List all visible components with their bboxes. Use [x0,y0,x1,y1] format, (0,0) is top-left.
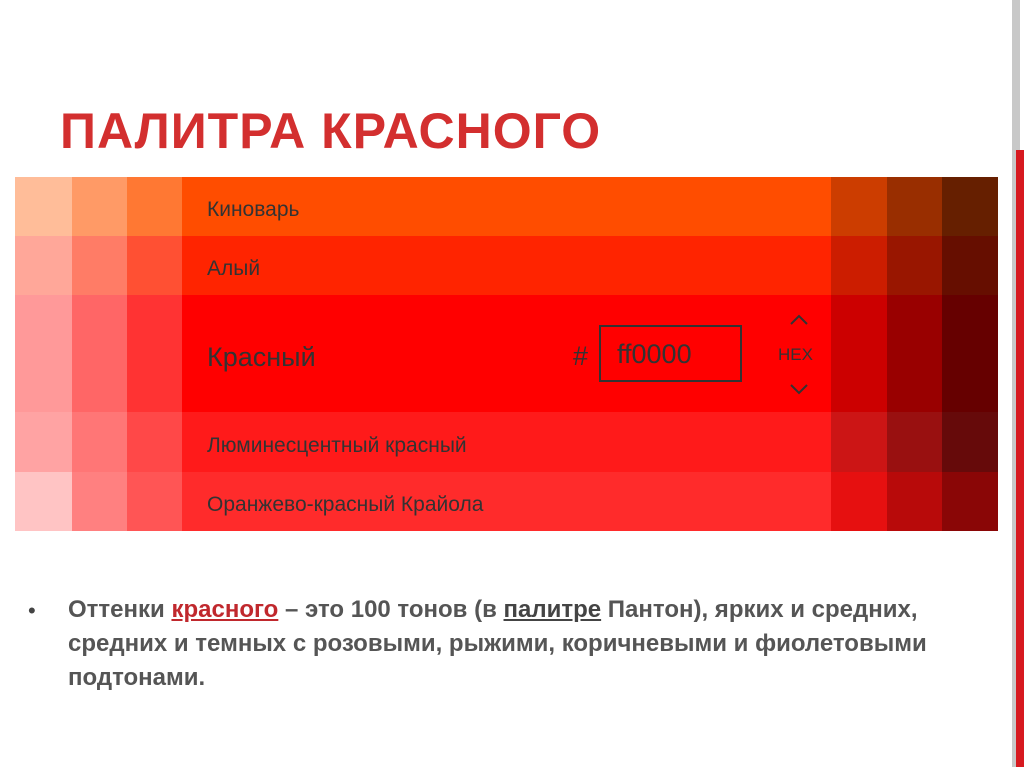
shade-swatch[interactable] [887,472,942,531]
tint-swatch[interactable] [127,472,182,531]
color-name-label: Алый [207,257,261,280]
shade-swatch[interactable] [831,177,887,236]
bullet-marker: • [28,598,36,623]
tint-swatch[interactable] [72,472,127,531]
tint-swatch[interactable] [15,236,72,295]
tint-swatch[interactable] [15,472,72,531]
tint-swatch[interactable] [72,236,127,295]
hex-value: ff0000 [617,339,692,369]
tint-swatch[interactable] [127,236,182,295]
shade-swatch[interactable] [942,236,998,295]
tint-swatch[interactable] [127,295,182,412]
shade-swatch[interactable] [831,236,887,295]
chevron-down-icon[interactable] [789,383,809,395]
hash-symbol: # [573,341,589,371]
shade-swatch[interactable] [831,412,887,472]
main-swatch-band[interactable] [182,236,831,295]
color-name-label: Красный [207,342,316,372]
bullet-text-before: Оттенки [68,596,172,623]
hex-mode-label[interactable]: HEX [778,345,813,364]
color-name-label: Киноварь [207,198,300,221]
bullet-text-middle: – это 100 тонов (в [278,596,504,623]
shade-swatch[interactable] [887,236,942,295]
color-name-label: Оранжево-красный Крайола [207,493,484,516]
shade-swatch[interactable] [942,412,998,472]
bullet-text-after: Пантон), ярких и средних, средних и темных с розовыми, рыжими, коричневыми и фиолетовыми подтонами. [68,596,927,691]
red-color-link[interactable]: красного [171,596,279,623]
bullet-text [68,593,948,695]
tint-swatch[interactable] [72,177,127,236]
shade-swatch[interactable] [887,412,942,472]
tint-swatch[interactable] [127,177,182,236]
tint-swatch[interactable] [15,412,72,472]
tint-swatch[interactable] [72,295,127,412]
shade-swatch[interactable] [942,472,998,531]
shade-swatch[interactable] [887,295,942,412]
tint-swatch[interactable] [15,177,72,236]
color-palette [15,177,998,531]
red-edge-stripe [1016,150,1024,767]
shade-swatch[interactable] [887,177,942,236]
tint-swatch[interactable] [127,412,182,472]
hex-input[interactable] [599,325,742,382]
palette-link[interactable]: палитре [503,596,602,623]
color-name-label: Люминесцентный красный [207,434,467,457]
chevron-up-icon[interactable] [789,314,809,326]
shade-swatch[interactable] [831,472,887,531]
tint-swatch[interactable] [15,295,72,412]
shade-swatch[interactable] [942,177,998,236]
tint-swatch[interactable] [72,412,127,472]
shade-swatch[interactable] [831,295,887,412]
shade-swatch[interactable] [942,295,998,412]
slide-title: ПАЛИТРА КРАСНОГО [60,103,602,159]
